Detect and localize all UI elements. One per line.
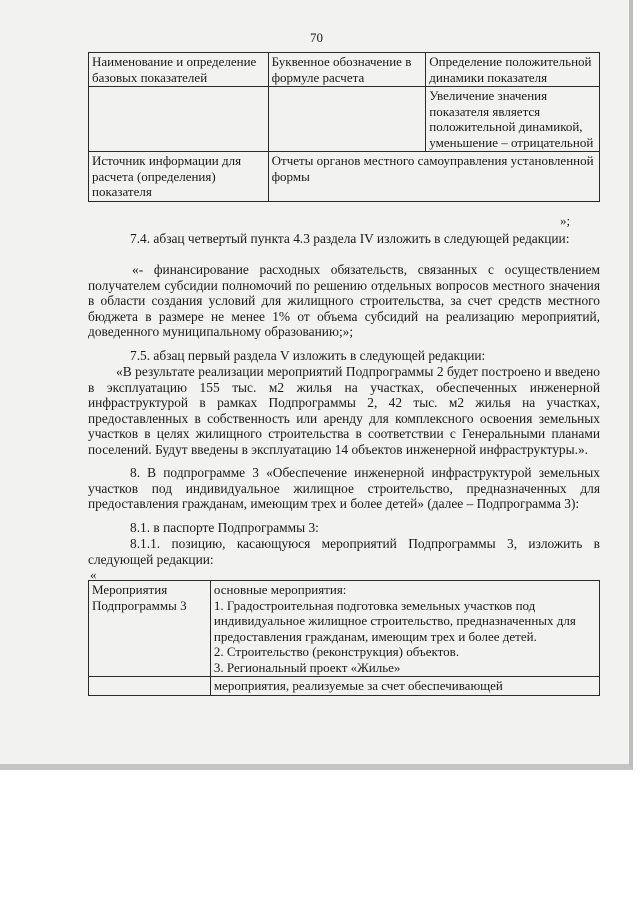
paragraph-8-1-1: 8.1.1. позицию, касающуюся мероприятий Подпрограммы 3, изложить в следующей редакции: (88, 536, 600, 567)
quote-close: »; (560, 213, 571, 228)
page-number: 70 (310, 30, 323, 45)
indicator-table (88, 52, 600, 202)
list-item: 3. Региональный проект «Жилье» (213, 659, 401, 675)
list-item: 2. Строительство (реконструкция) объектов. (213, 644, 460, 659)
table-row (89, 53, 600, 87)
table-row (89, 581, 600, 677)
paragraph-7-5-quote: «В результате реализации мероприятий Подпрограммы 2 будет построено и введено в эксплуатацию 155 тыс. м2 жилья на участках, обеспеченных инженерной инфраструктурой в рамках Подпрограммы 2, 42 тыс. м2 жилья на участках, предоставленных в собственность или аренду для комплексного освоения земельных участков в целях жилищного строительства в соответствии с Генеральными планами поселений. Будут введены в эксплуатацию 14 объектов инженерной инфраструктуры.». (88, 364, 600, 457)
table-cell-label: Мероприятия Подпрограммы 3 (89, 581, 211, 677)
measures-table (88, 580, 600, 696)
table-cell (89, 87, 269, 152)
paragraph-7-5: 7.5. абзац первый раздела V изложить в следующей редакции: (130, 348, 486, 363)
paragraph-8-1: 8.1. в паспорте Подпрограммы 3: (130, 520, 319, 535)
table-cell (89, 677, 211, 696)
table-cell: Источник информации для расчета (определения) показателя (89, 152, 269, 202)
table-row (89, 677, 600, 696)
quote-open: « (90, 567, 97, 582)
table-cell: Увеличение значения показателя является положительной динамикой, уменьшение – отрицательной (426, 87, 600, 152)
table-cell: Отчеты органов местного самоуправления установленной формы (268, 152, 599, 202)
paragraph-8: 8. В подпрограмме 3 «Обеспечение инженерной инфраструктурой земельных участков под индивидуальное жилищное строительство, предназначенных для предоставления гражданам, имеющим трех и более детей» (далее – Подпрограмма 3): (88, 465, 600, 512)
table-header-cell: Буквенное обозначение в формуле расчета (268, 53, 426, 87)
table-cell: мероприятия, реализуемые за счет обеспечивающей (210, 677, 599, 696)
list-item: 1. Градостроительная подготовка земельных участков под индивидуальное жилищное строительство, предназначенных для предоставления гражданам, имеющим трех и более детей. (213, 597, 576, 644)
table-row (89, 152, 600, 202)
table-header-cell: Наименование и определение базовых показателей (89, 53, 269, 87)
list-item: основные мероприятия: (213, 582, 347, 597)
paragraph-7-4-quote: «- финансирование расходных обязательств, связанных с осуществлением получателем субсидии полномочий по решению отдельных вопросов местного значения в области создания условий для жилищного строительства, за счет средств местного бюджета в размере не менее 1% от объема субсидий на реализацию мероприятий, доведенного муниципальному образованию;»; (88, 262, 600, 340)
table-cell (210, 581, 599, 677)
paragraph-7-4: 7.4. абзац четвертый пункта 4.3 раздела IV изложить в следующей редакции: (130, 231, 570, 246)
table-header-cell: Определение положительной динамики показателя (426, 53, 600, 87)
table-row (89, 87, 600, 152)
table-cell (268, 87, 426, 152)
